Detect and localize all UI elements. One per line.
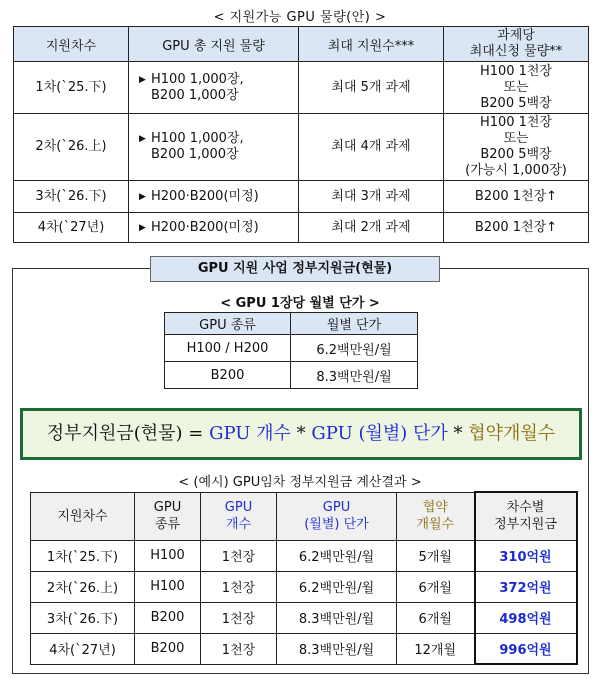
count-cell: 1천장	[201, 633, 277, 664]
count-cell: 1천장	[201, 571, 277, 602]
header-gpu-count: GPU 개수	[201, 492, 277, 540]
supply-table	[13, 26, 589, 243]
per-cell: B200 1천장↑	[444, 213, 589, 243]
price-cell: 6.2백만원/월	[277, 571, 397, 602]
price-cell: 8.3백만원/월	[277, 602, 397, 633]
table-row	[31, 540, 577, 571]
table-row	[14, 62, 589, 114]
unit-price-header	[165, 313, 418, 335]
gpu-cell: H100	[135, 571, 201, 602]
header-months: 협약 개월수	[397, 492, 475, 540]
price-cell: 6.2백만원/월	[277, 540, 397, 571]
header-total-supply: GPU 총 지원 물량	[129, 27, 299, 62]
round-cell: 1차(`25.下)	[14, 62, 129, 114]
per-cell: B200 1천장↑	[444, 181, 589, 213]
table-row	[14, 213, 589, 243]
supply-cell	[129, 181, 299, 213]
supply-table-caption: < 지원가능 GPU 물량(안) >	[213, 10, 387, 25]
table-row	[14, 114, 589, 181]
supply-text: H200·B200(미정)	[151, 219, 259, 235]
bullet-icon: ▶	[139, 222, 146, 233]
table-row	[165, 362, 418, 389]
gpu-cell: H100 / H200	[165, 335, 291, 362]
supply-cell	[129, 62, 299, 114]
max-cell: 최대 4개 과제	[299, 114, 444, 181]
count-cell: 1천장	[201, 602, 277, 633]
header-gpu-type: GPU 종류	[135, 492, 201, 540]
formula-lhs: 정부지원금(현물) =	[46, 423, 210, 444]
total-cell: 996억원	[475, 633, 577, 664]
months-cell: 6개월	[397, 602, 475, 633]
round-cell: 4차(`27년)	[31, 633, 135, 664]
max-cell: 최대 2개 과제	[299, 213, 444, 243]
supply-text: H200·B200(미정)	[151, 188, 259, 204]
example-caption: < (예시) GPU임차 정부지원금 계산결과 >	[178, 475, 422, 490]
count-cell: 1천장	[201, 540, 277, 571]
table-row	[14, 181, 589, 213]
gpu-cell: H100	[135, 540, 201, 571]
supply-table-header	[14, 27, 589, 62]
months-cell: 6개월	[397, 571, 475, 602]
months-cell: 12개월	[397, 633, 475, 664]
bullet-icon: ▶	[139, 134, 146, 144]
header-max-projects: 최대 지원수***	[299, 27, 444, 62]
header-monthly-price: 월별 단가	[291, 313, 418, 335]
unit-price-table	[164, 312, 418, 389]
price-cell: 6.2백만원/월	[291, 335, 418, 362]
supply-text: H100 1,000장, B200 1,000장	[151, 71, 244, 103]
bullet-icon: ▶	[139, 191, 146, 202]
formula-op: *	[447, 423, 469, 444]
round-cell: 1차(`25.下)	[31, 540, 135, 571]
header-gpu-type: GPU 종류	[165, 313, 291, 335]
total-cell: 498억원	[475, 602, 577, 633]
header-per-project: 과제당 최대신청 물량**	[444, 27, 589, 62]
table-row	[31, 602, 577, 633]
total-cell: 310억원	[475, 540, 577, 571]
gpu-cell: B200	[135, 633, 201, 664]
supply-cell	[129, 213, 299, 243]
example-header	[31, 492, 577, 540]
max-cell: 최대 5개 과제	[299, 62, 444, 114]
formula-op: *	[290, 423, 312, 444]
months-cell: 5개월	[397, 540, 475, 571]
section-title: GPU 지원 사업 정부지원금(현물)	[150, 256, 440, 282]
round-cell: 4차(`27년)	[14, 213, 129, 243]
price-cell: 8.3백만원/월	[277, 633, 397, 664]
header-round: 지원차수	[14, 27, 129, 62]
header-gpu-price: GPU (월별) 단가	[277, 492, 397, 540]
round-cell: 2차(`26.上)	[31, 571, 135, 602]
round-cell: 3차(`26.下)	[31, 602, 135, 633]
header-round: 지원차수	[31, 492, 135, 540]
gpu-cell: B200	[135, 602, 201, 633]
formula-gpu-price: GPU (월별) 단가	[311, 423, 448, 444]
header-total: 차수별 정부지원금	[475, 492, 577, 540]
formula-months: 협약개월수	[468, 423, 556, 444]
formula-gpu-count: GPU 개수	[209, 423, 291, 444]
price-cell: 8.3백만원/월	[291, 362, 418, 389]
round-cell: 3차(`26.下)	[14, 181, 129, 213]
per-cell: H100 1천장 또는 B200 5백장 (가능시 1,000장)	[444, 114, 589, 181]
supply-cell	[129, 114, 299, 181]
per-cell: H100 1천장 또는 B200 5백장	[444, 62, 589, 114]
total-cell: 372억원	[475, 571, 577, 602]
table-row	[31, 633, 577, 664]
bullet-icon: ▶	[139, 74, 146, 85]
table-row	[31, 571, 577, 602]
table-row	[165, 335, 418, 362]
supply-text: H100 1,000장, B200 1,000장	[151, 131, 244, 162]
gpu-cell: B200	[165, 362, 291, 389]
unit-price-caption: < GPU 1장당 월별 단가 >	[220, 296, 380, 311]
subsidy-formula	[20, 408, 582, 460]
round-cell: 2차(`26.上)	[14, 114, 129, 181]
max-cell: 최대 3개 과제	[299, 181, 444, 213]
example-table	[30, 491, 578, 665]
